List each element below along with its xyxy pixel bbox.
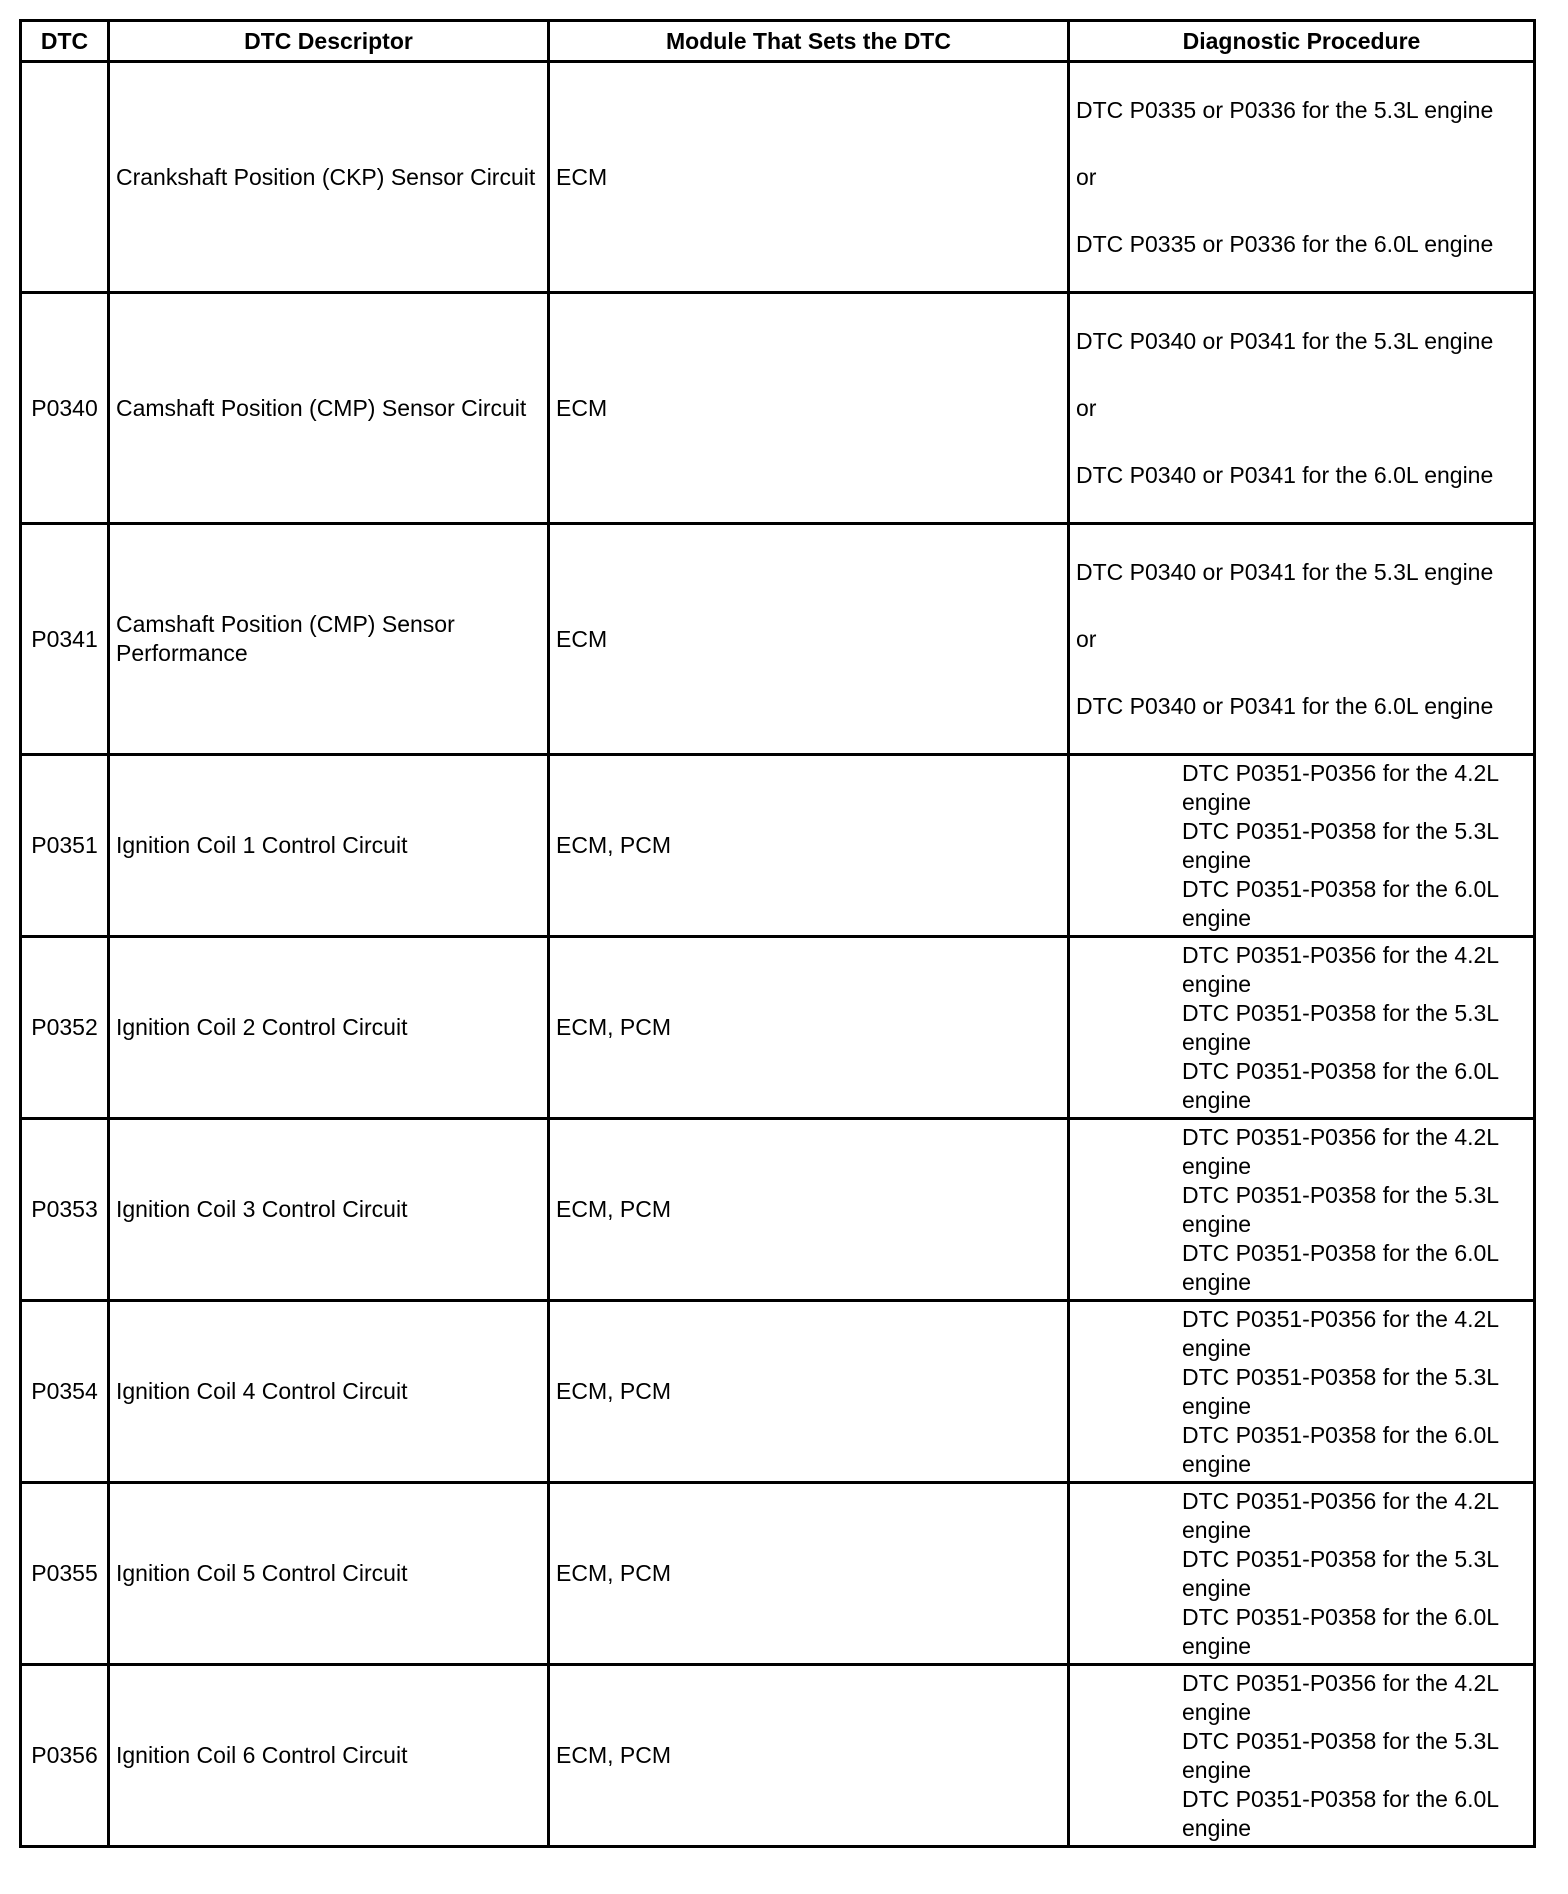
header-dtc: DTC bbox=[21, 21, 109, 62]
procedure-line: DTC P0340 or P0341 for the 6.0L engine bbox=[1076, 692, 1494, 719]
header-procedure: Diagnostic Procedure bbox=[1069, 21, 1535, 62]
table-row bbox=[21, 755, 1535, 937]
procedure-line: DTC P0351-P0358 for the 5.3L engine bbox=[1182, 999, 1499, 1055]
procedure-line: DTC P0335 or P0336 for the 5.3L engine bbox=[1076, 96, 1494, 123]
dtc-module: ECM bbox=[549, 293, 1069, 524]
dtc-procedure bbox=[1069, 1301, 1535, 1483]
procedure-or: or bbox=[1076, 625, 1097, 652]
procedure-list bbox=[1076, 1487, 1527, 1661]
dtc-procedure bbox=[1069, 755, 1535, 937]
table-row bbox=[21, 1301, 1535, 1483]
procedure-line: DTC P0351-P0358 for the 5.3L engine bbox=[1182, 1181, 1499, 1237]
dtc-procedure bbox=[1069, 62, 1535, 293]
dtc-table bbox=[19, 19, 1536, 1848]
table-row bbox=[21, 293, 1535, 524]
dtc-module: ECM, PCM bbox=[549, 1301, 1069, 1483]
header-row bbox=[21, 21, 1535, 62]
dtc-code: P0340 bbox=[21, 293, 109, 524]
dtc-procedure bbox=[1069, 1665, 1535, 1847]
procedure-line: DTC P0351-P0358 for the 5.3L engine bbox=[1182, 1727, 1499, 1783]
procedure-or: or bbox=[1076, 394, 1097, 421]
dtc-descriptor: Camshaft Position (CMP) Sensor Circuit bbox=[109, 293, 549, 524]
procedure-list bbox=[1076, 759, 1527, 933]
procedure-line: DTC P0340 or P0341 for the 6.0L engine bbox=[1076, 461, 1494, 488]
dtc-procedure bbox=[1069, 524, 1535, 755]
dtc-code bbox=[21, 62, 109, 293]
procedure-line: DTC P0351-P0358 for the 5.3L engine bbox=[1182, 1545, 1499, 1601]
procedure-line: DTC P0351-P0358 for the 6.0L engine bbox=[1182, 1603, 1499, 1659]
header-module: Module That Sets the DTC bbox=[549, 21, 1069, 62]
procedure-list bbox=[1076, 1669, 1527, 1843]
dtc-module: ECM, PCM bbox=[549, 1665, 1069, 1847]
dtc-module: ECM, PCM bbox=[549, 755, 1069, 937]
dtc-procedure bbox=[1069, 1119, 1535, 1301]
procedure-or: or bbox=[1076, 163, 1097, 190]
dtc-descriptor: Ignition Coil 4 Control Circuit bbox=[109, 1301, 549, 1483]
procedure-line: DTC P0351-P0358 for the 5.3L engine bbox=[1182, 1363, 1499, 1419]
table-body bbox=[21, 62, 1535, 1847]
table-row bbox=[21, 524, 1535, 755]
procedure-line: DTC P0340 or P0341 for the 5.3L engine bbox=[1076, 327, 1494, 354]
dtc-descriptor: Ignition Coil 3 Control Circuit bbox=[109, 1119, 549, 1301]
table-row bbox=[21, 1119, 1535, 1301]
dtc-module: ECM, PCM bbox=[549, 937, 1069, 1119]
dtc-descriptor: Ignition Coil 5 Control Circuit bbox=[109, 1483, 549, 1665]
table-row bbox=[21, 1665, 1535, 1847]
dtc-descriptor: Crankshaft Position (CKP) Sensor Circuit bbox=[109, 62, 549, 293]
dtc-module: ECM bbox=[549, 524, 1069, 755]
dtc-module: ECM, PCM bbox=[549, 1483, 1069, 1665]
procedure-line: DTC P0351-P0358 for the 5.3L engine bbox=[1182, 817, 1499, 873]
table-row bbox=[21, 937, 1535, 1119]
procedure-line: DTC P0351-P0358 for the 6.0L engine bbox=[1182, 1421, 1499, 1477]
header-descriptor: DTC Descriptor bbox=[109, 21, 549, 62]
dtc-code: P0351 bbox=[21, 755, 109, 937]
procedure-line: DTC P0351-P0356 for the 4.2L engine bbox=[1182, 1487, 1499, 1543]
dtc-descriptor: Camshaft Position (CMP) Sensor Performance bbox=[109, 524, 549, 755]
dtc-procedure bbox=[1069, 293, 1535, 524]
dtc-module: ECM, PCM bbox=[549, 1119, 1069, 1301]
dtc-code: P0353 bbox=[21, 1119, 109, 1301]
procedure-line: DTC P0351-P0358 for the 6.0L engine bbox=[1182, 1785, 1499, 1841]
procedure-list bbox=[1076, 941, 1527, 1115]
procedure-line: DTC P0351-P0356 for the 4.2L engine bbox=[1182, 759, 1499, 815]
procedure-list bbox=[1076, 1123, 1527, 1297]
table-row bbox=[21, 1483, 1535, 1665]
dtc-procedure bbox=[1069, 1483, 1535, 1665]
dtc-descriptor: Ignition Coil 2 Control Circuit bbox=[109, 937, 549, 1119]
table-header bbox=[21, 21, 1535, 62]
procedure-line: DTC P0351-P0356 for the 4.2L engine bbox=[1182, 1305, 1499, 1361]
procedure-line: DTC P0351-P0358 for the 6.0L engine bbox=[1182, 875, 1499, 931]
dtc-procedure bbox=[1069, 937, 1535, 1119]
procedure-line: DTC P0351-P0358 for the 6.0L engine bbox=[1182, 1239, 1499, 1295]
dtc-descriptor: Ignition Coil 1 Control Circuit bbox=[109, 755, 549, 937]
procedure-line: DTC P0340 or P0341 for the 5.3L engine bbox=[1076, 558, 1494, 585]
dtc-code: P0356 bbox=[21, 1665, 109, 1847]
dtc-descriptor: Ignition Coil 6 Control Circuit bbox=[109, 1665, 549, 1847]
procedure-list bbox=[1076, 1305, 1527, 1479]
procedure-line: DTC P0351-P0356 for the 4.2L engine bbox=[1182, 941, 1499, 997]
procedure-line: DTC P0351-P0358 for the 6.0L engine bbox=[1182, 1057, 1499, 1113]
table-row bbox=[21, 62, 1535, 293]
procedure-line: DTC P0351-P0356 for the 4.2L engine bbox=[1182, 1669, 1499, 1725]
dtc-code: P0341 bbox=[21, 524, 109, 755]
dtc-code: P0355 bbox=[21, 1483, 109, 1665]
procedure-line: DTC P0351-P0356 for the 4.2L engine bbox=[1182, 1123, 1499, 1179]
dtc-module: ECM bbox=[549, 62, 1069, 293]
dtc-code: P0354 bbox=[21, 1301, 109, 1483]
dtc-code: P0352 bbox=[21, 937, 109, 1119]
procedure-line: DTC P0335 or P0336 for the 6.0L engine bbox=[1076, 230, 1494, 257]
